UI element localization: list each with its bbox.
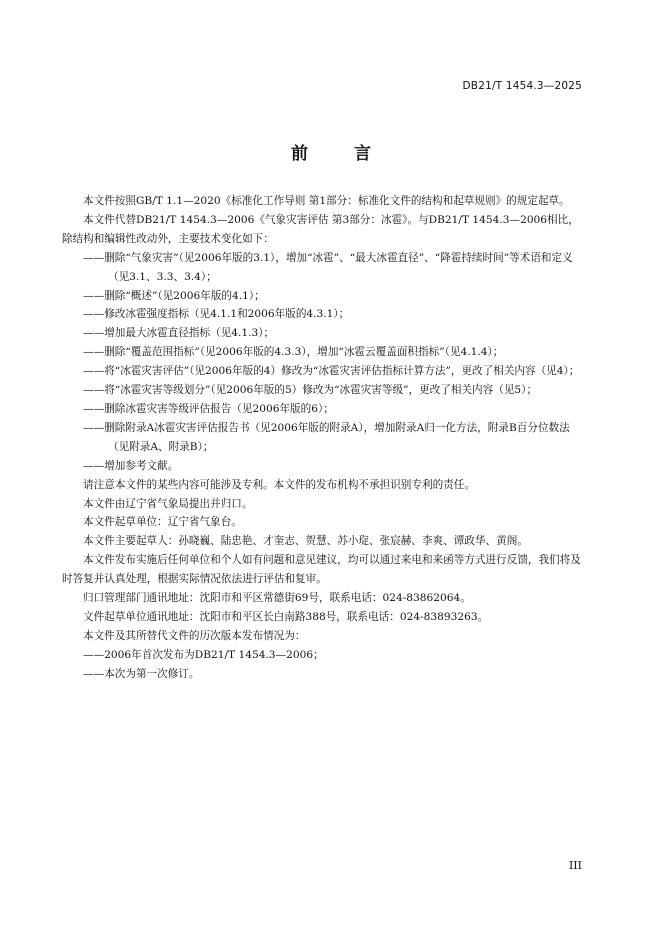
history-item: ——本次为第一次修订。 [83, 667, 200, 680]
change-item: ——增加最大冰雹直径指标（见4.1.3）； [83, 327, 275, 340]
intro-paragraph: 本文件按照GB/T 1.1—2020《标准化工作导则 第1部分：标准化文件的结构和起草规则》的规定起草。 [83, 195, 570, 207]
management-address: 归口管理部门通讯地址：沈阳市和平区常德街69号，联系电话：024-83862064。 [83, 592, 471, 605]
change-item: ——删除“概述”（见2006年版的4.1）； [83, 289, 265, 302]
drafting-address: 文件起草单位通讯地址：沈阳市和平区长白南路388号，联系电话：024-83893263。 [83, 610, 489, 623]
feedback-paragraph: 本文件发布实施后任何单位和个人如有问题和意见建议，均可以通过来电和来函等方式进行反馈，我们将及时答复并认真处理，根据实际情况依法进行评估和复审。 [62, 554, 581, 586]
page-title: 前 言 [291, 144, 391, 164]
document-code: DB21/T 1454.3—2025 [462, 80, 582, 92]
change-item: ——删除“气象灾害”（见2006年版的3.1），增加“冰雹”、“最大冰雹直径”、“降雹持续时间”等术语和定义（见3.1、3.3、3.4）； [83, 251, 573, 283]
drafting-unit-paragraph: 本文件起草单位：辽宁省气象台。 [83, 516, 242, 529]
change-item: ——删除冰雹灾害等级评估报告（见2006年版的6）； [83, 402, 334, 415]
patent-notice: 请注意本文件的某些内容可能涉及专利。本文件的发布机构不承担识别专利的责任。 [83, 478, 475, 491]
replacement-paragraph: 本文件代替DB21/T 1454.3—2006《气象灾害评估 第3部分：冰雹》。与DB21/T 1454.3—2006相比，除结构和编辑性改动外，主要技术变化如下： [62, 213, 579, 245]
change-item: ——删除“覆盖范围指标”（见2006年版的4.3.3），增加“冰雹云覆盖面积指标”（见4.1.4）； [83, 346, 504, 359]
change-item: ——将“冰雹灾害等级划分”（见2006年版的5）修改为“冰雹灾害等级”，更改了相关内容（见5）； [83, 384, 538, 397]
change-item: ——将“冰雹灾害评估”（见2006年版的4）修改为“冰雹灾害评估指标计算方法”，更改了相关内容（见4）； [83, 365, 580, 378]
change-item: ——删除附录A冰雹灾害评估报告书（见2006年版的附录A），增加附录A归一化方法，附录B百分位数法（见附录A、附录B）； [83, 421, 570, 453]
change-item: ——增加参考文献。 [83, 459, 179, 472]
drafters-paragraph: 本文件主要起草人：孙晓巍、陆忠艳、才奎志、贺慧、苏小琁、张宸赫、李爽、谭政华、黄阁。 [83, 535, 528, 548]
document-body [62, 192, 584, 684]
page-number: III [568, 859, 582, 872]
proposer-paragraph: 本文件由辽宁省气象局提出并归口。 [83, 497, 253, 510]
history-intro: 本文件及其所替代文件的历次版本发布情况为： [83, 629, 306, 642]
history-item: ——2006年首次发布为DB21/T 1454.3—2006； [83, 648, 324, 661]
change-item: ——修改冰雹强度指标（见4.1.1和2006年版的4.3.1）； [83, 308, 350, 321]
